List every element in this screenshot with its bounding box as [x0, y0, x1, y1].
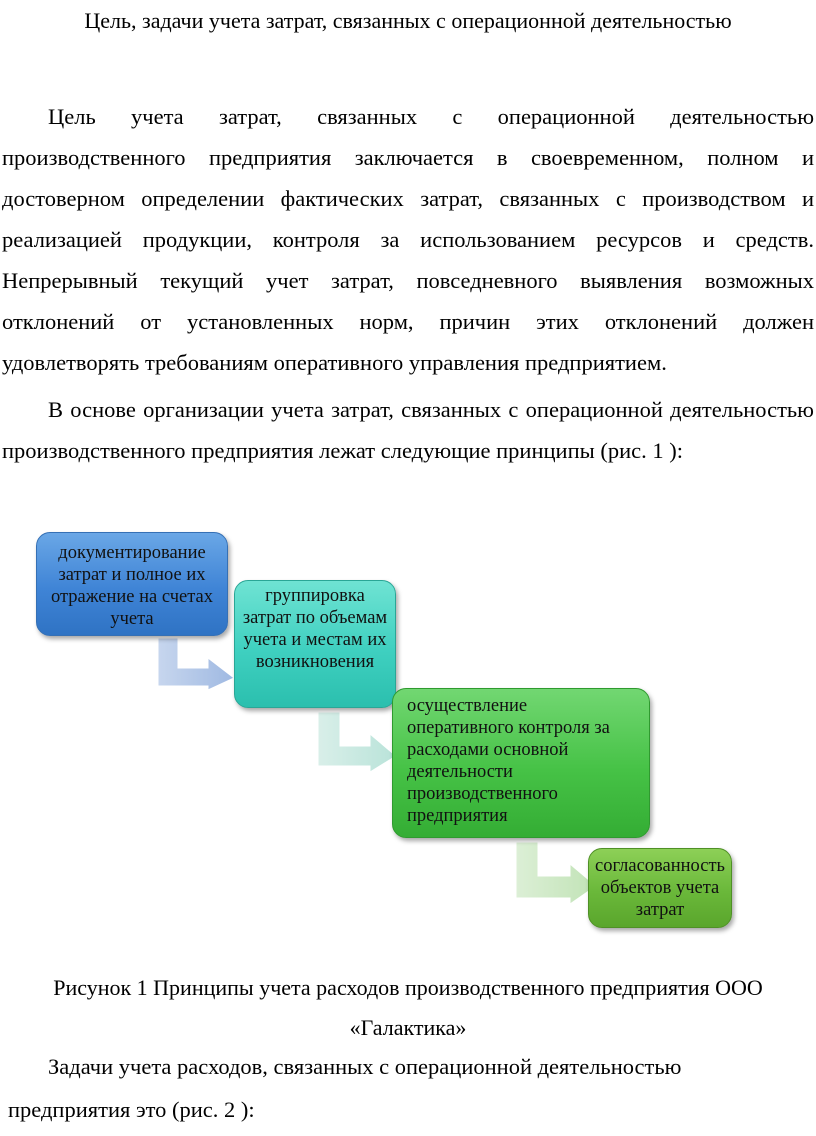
figure-caption — [0, 968, 816, 1048]
paragraph-principles-text: В основе организации учета затрат, связанных с операционной деятельностью производственного предприятия лежат следующие принципы (рис. 1 ): — [2, 397, 814, 463]
step-operational-control: осуществление оперативного контроля за расходами основной деятельности производственного предприятия — [392, 688, 650, 838]
step-grouping: группировка затрат по объемам учета и местам их возникновения — [234, 580, 396, 708]
figure-caption-line2: «Галактика» — [349, 1015, 467, 1040]
paragraph-goal — [2, 96, 814, 383]
paragraph-tasks-cont: предприятия это (рис. 2 ): — [8, 1097, 255, 1122]
figure-caption-line1: Рисунок 1 Принципы учета расходов производственного предприятия ООО — [53, 975, 763, 1000]
paragraph-principles-intro — [2, 389, 814, 471]
arrow-icon — [310, 712, 400, 772]
step-consistency: согласованность объектов учета затрат — [588, 848, 732, 928]
paragraph-goal-text: Цель учета затрат, связанных с операционной деятельностью производственного предприятия заключается в своевременном, полном и достоверном определении фактических затрат, связанных с производством и реализацией продукции, контроля за использованием ресурсов и средств. Непрерывный текущий учет затрат, повседневного выявления возможных отклонений от установленных норм, причин этих отклонений должен удовлетворять требованиям оперативного управления предприятием. — [2, 104, 814, 375]
document-heading: Цель, задачи учета затрат, связанных с операционной деятельностью — [84, 8, 732, 33]
principles-diagram — [0, 520, 816, 940]
arrow-icon — [508, 842, 600, 904]
arrow-icon — [150, 638, 240, 690]
step-documenting: документирование затрат и полное их отражение на счетах учета — [36, 532, 228, 636]
paragraph-tasks: Задачи учета расходов, связанных с операционной деятельностью — [48, 1054, 682, 1079]
